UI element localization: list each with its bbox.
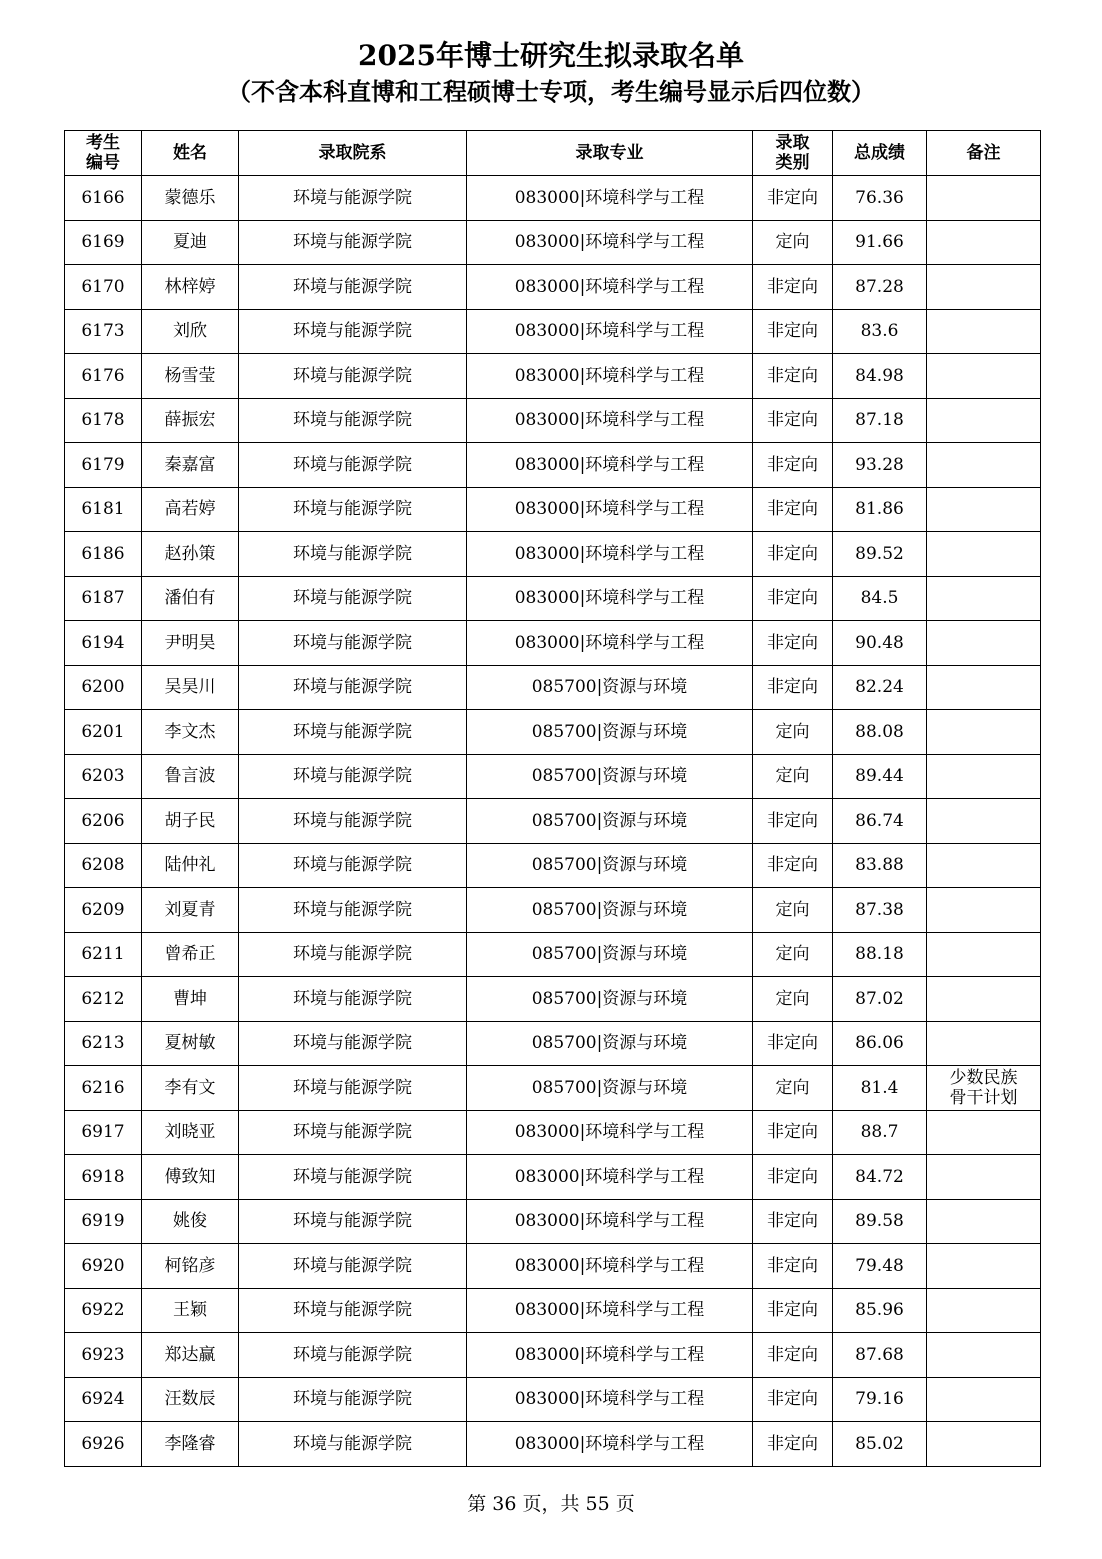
- cell-department: 环境与能源学院: [239, 888, 467, 933]
- cell-exam-id: 6176: [65, 354, 142, 399]
- table-row: [65, 1422, 1041, 1467]
- cell-category: 定向: [753, 754, 833, 799]
- cell-major: 083000|环境科学与工程: [467, 532, 753, 577]
- cell-exam-id: 6169: [65, 220, 142, 265]
- cell-total-score: 85.02: [833, 1422, 927, 1467]
- table-row: [65, 354, 1041, 399]
- cell-remarks: [927, 354, 1041, 399]
- cell-category: 非定向: [753, 532, 833, 577]
- table-row: [65, 1288, 1041, 1333]
- table-row: [65, 1021, 1041, 1066]
- page-title: 2025年博士研究生拟录取名单: [358, 39, 744, 72]
- cell-name: 林梓婷: [142, 265, 239, 310]
- cell-major: 083000|环境科学与工程: [467, 220, 753, 265]
- table-row: [65, 1155, 1041, 1200]
- cell-exam-id: 6178: [65, 398, 142, 443]
- cell-name: 柯铭彦: [142, 1244, 239, 1289]
- cell-name: 尹明昊: [142, 621, 239, 666]
- cell-name: 秦嘉富: [142, 443, 239, 488]
- cell-total-score: 88.08: [833, 710, 927, 755]
- cell-major: 083000|环境科学与工程: [467, 1377, 753, 1422]
- table-row: [65, 1244, 1041, 1289]
- cell-name: 曹坤: [142, 977, 239, 1022]
- cell-category: 非定向: [753, 265, 833, 310]
- cell-remarks: [927, 1288, 1041, 1333]
- cell-name: 李隆睿: [142, 1422, 239, 1467]
- cell-category: 非定向: [753, 1333, 833, 1378]
- cell-exam-id: 6170: [65, 265, 142, 310]
- cell-category: 非定向: [753, 576, 833, 621]
- cell-category: 定向: [753, 932, 833, 977]
- cell-category: 非定向: [753, 398, 833, 443]
- cell-major: 083000|环境科学与工程: [467, 1110, 753, 1155]
- cell-category: 非定向: [753, 665, 833, 710]
- cell-department: 环境与能源学院: [239, 354, 467, 399]
- cell-exam-id: 6213: [65, 1021, 142, 1066]
- cell-exam-id: 6200: [65, 665, 142, 710]
- cell-department: 环境与能源学院: [239, 799, 467, 844]
- cell-total-score: 88.18: [833, 932, 927, 977]
- cell-department: 环境与能源学院: [239, 176, 467, 221]
- cell-exam-id: 6212: [65, 977, 142, 1022]
- cell-major: 085700|资源与环境: [467, 665, 753, 710]
- cell-major: 085700|资源与环境: [467, 1066, 753, 1111]
- cell-total-score: 89.52: [833, 532, 927, 577]
- cell-exam-id: 6203: [65, 754, 142, 799]
- cell-major: 085700|资源与环境: [467, 799, 753, 844]
- cell-exam-id: 6922: [65, 1288, 142, 1333]
- cell-name: 夏迪: [142, 220, 239, 265]
- cell-remarks: [927, 932, 1041, 977]
- cell-remarks: 少数民族 骨干计划: [927, 1066, 1041, 1111]
- table-row: [65, 1199, 1041, 1244]
- cell-category: 定向: [753, 1066, 833, 1111]
- cell-remarks: [927, 1021, 1041, 1066]
- cell-exam-id: 6166: [65, 176, 142, 221]
- cell-category: 非定向: [753, 176, 833, 221]
- cell-major: 083000|环境科学与工程: [467, 354, 753, 399]
- table-row: [65, 1377, 1041, 1422]
- cell-department: 环境与能源学院: [239, 710, 467, 755]
- table-row: [65, 487, 1041, 532]
- cell-major: 083000|环境科学与工程: [467, 1244, 753, 1289]
- cell-remarks: [927, 443, 1041, 488]
- cell-remarks: [927, 265, 1041, 310]
- cell-total-score: 87.18: [833, 398, 927, 443]
- cell-category: 非定向: [753, 1021, 833, 1066]
- header-col-remarks: 备注: [927, 131, 1041, 176]
- table-row: [65, 799, 1041, 844]
- cell-name: 刘夏青: [142, 888, 239, 933]
- cell-major: 085700|资源与环境: [467, 843, 753, 888]
- cell-category: 非定向: [753, 354, 833, 399]
- cell-exam-id: 6173: [65, 309, 142, 354]
- header-col-department: 录取院系: [239, 131, 467, 176]
- cell-major: 083000|环境科学与工程: [467, 487, 753, 532]
- cell-remarks: [927, 176, 1041, 221]
- cell-exam-id: 6920: [65, 1244, 142, 1289]
- cell-exam-id: 6918: [65, 1155, 142, 1200]
- cell-remarks: [927, 309, 1041, 354]
- cell-category: 定向: [753, 220, 833, 265]
- cell-exam-id: 6919: [65, 1199, 142, 1244]
- cell-department: 环境与能源学院: [239, 843, 467, 888]
- cell-remarks: [927, 843, 1041, 888]
- cell-remarks: [927, 665, 1041, 710]
- cell-major: 083000|环境科学与工程: [467, 265, 753, 310]
- cell-exam-id: 6201: [65, 710, 142, 755]
- cell-department: 环境与能源学院: [239, 398, 467, 443]
- cell-name: 郑达赢: [142, 1333, 239, 1378]
- table-row: [65, 932, 1041, 977]
- cell-remarks: [927, 576, 1041, 621]
- cell-department: 环境与能源学院: [239, 665, 467, 710]
- page-subtitle: （不含本科直博和工程硕博士专项，考生编号显示后四位数）: [227, 77, 875, 106]
- cell-department: 环境与能源学院: [239, 532, 467, 577]
- cell-department: 环境与能源学院: [239, 1110, 467, 1155]
- cell-category: 非定向: [753, 1199, 833, 1244]
- cell-name: 姚俊: [142, 1199, 239, 1244]
- table-body: [65, 176, 1041, 1467]
- cell-remarks: [927, 1377, 1041, 1422]
- table-row: [65, 888, 1041, 933]
- cell-total-score: 83.88: [833, 843, 927, 888]
- cell-category: 非定向: [753, 1244, 833, 1289]
- header-col-major: 录取专业: [467, 131, 753, 176]
- cell-exam-id: 6926: [65, 1422, 142, 1467]
- cell-category: 非定向: [753, 1288, 833, 1333]
- cell-major: 083000|环境科学与工程: [467, 176, 753, 221]
- cell-name: 曾希正: [142, 932, 239, 977]
- cell-total-score: 86.06: [833, 1021, 927, 1066]
- cell-name: 刘晓亚: [142, 1110, 239, 1155]
- cell-name: 夏树敏: [142, 1021, 239, 1066]
- cell-department: 环境与能源学院: [239, 1155, 467, 1200]
- table-row: [65, 843, 1041, 888]
- cell-major: 083000|环境科学与工程: [467, 576, 753, 621]
- cell-remarks: [927, 977, 1041, 1022]
- cell-total-score: 84.98: [833, 354, 927, 399]
- table-row: [65, 532, 1041, 577]
- cell-total-score: 87.38: [833, 888, 927, 933]
- cell-remarks: [927, 754, 1041, 799]
- table-row: [65, 1110, 1041, 1155]
- cell-name: 潘伯有: [142, 576, 239, 621]
- table-row: [65, 1333, 1041, 1378]
- cell-name: 李有文: [142, 1066, 239, 1111]
- cell-department: 环境与能源学院: [239, 487, 467, 532]
- cell-category: 非定向: [753, 621, 833, 666]
- cell-total-score: 79.48: [833, 1244, 927, 1289]
- header-col-total-score: 总成绩: [833, 131, 927, 176]
- cell-category: 非定向: [753, 487, 833, 532]
- cell-department: 环境与能源学院: [239, 1333, 467, 1378]
- cell-name: 薛振宏: [142, 398, 239, 443]
- cell-major: 085700|资源与环境: [467, 754, 753, 799]
- cell-exam-id: 6194: [65, 621, 142, 666]
- cell-exam-id: 6923: [65, 1333, 142, 1378]
- cell-exam-id: 6187: [65, 576, 142, 621]
- cell-total-score: 76.36: [833, 176, 927, 221]
- table-row: [65, 977, 1041, 1022]
- cell-total-score: 86.74: [833, 799, 927, 844]
- cell-remarks: [927, 1199, 1041, 1244]
- table-row: [65, 443, 1041, 488]
- cell-name: 汪数辰: [142, 1377, 239, 1422]
- cell-category: 非定向: [753, 1110, 833, 1155]
- cell-name: 傅致知: [142, 1155, 239, 1200]
- cell-major: 085700|资源与环境: [467, 1021, 753, 1066]
- cell-name: 蒙德乐: [142, 176, 239, 221]
- cell-total-score: 81.86: [833, 487, 927, 532]
- cell-major: 083000|环境科学与工程: [467, 443, 753, 488]
- cell-remarks: [927, 799, 1041, 844]
- cell-department: 环境与能源学院: [239, 1244, 467, 1289]
- cell-name: 王颖: [142, 1288, 239, 1333]
- cell-department: 环境与能源学院: [239, 265, 467, 310]
- table-row: [65, 176, 1041, 221]
- cell-major: 083000|环境科学与工程: [467, 621, 753, 666]
- cell-name: 胡子民: [142, 799, 239, 844]
- cell-exam-id: 6179: [65, 443, 142, 488]
- cell-remarks: [927, 621, 1041, 666]
- cell-remarks: [927, 487, 1041, 532]
- cell-remarks: [927, 398, 1041, 443]
- cell-total-score: 87.02: [833, 977, 927, 1022]
- cell-category: 非定向: [753, 843, 833, 888]
- cell-exam-id: 6206: [65, 799, 142, 844]
- cell-name: 陆仲礼: [142, 843, 239, 888]
- cell-major: 083000|环境科学与工程: [467, 1199, 753, 1244]
- page-footer: 第 36 页，共 55 页: [467, 1493, 635, 1515]
- cell-department: 环境与能源学院: [239, 1021, 467, 1066]
- cell-total-score: 84.72: [833, 1155, 927, 1200]
- cell-total-score: 89.58: [833, 1199, 927, 1244]
- table-row: [65, 220, 1041, 265]
- cell-category: 非定向: [753, 1422, 833, 1467]
- cell-department: 环境与能源学院: [239, 443, 467, 488]
- cell-total-score: 85.96: [833, 1288, 927, 1333]
- header-col-category: 录取 类别: [753, 131, 833, 176]
- table-row: [65, 710, 1041, 755]
- table-row: [65, 621, 1041, 666]
- cell-major: 085700|资源与环境: [467, 710, 753, 755]
- cell-name: 鲁言波: [142, 754, 239, 799]
- cell-exam-id: 6208: [65, 843, 142, 888]
- cell-department: 环境与能源学院: [239, 309, 467, 354]
- cell-department: 环境与能源学院: [239, 1066, 467, 1111]
- cell-total-score: 81.4: [833, 1066, 927, 1111]
- cell-name: 赵孙策: [142, 532, 239, 577]
- cell-name: 杨雪莹: [142, 354, 239, 399]
- cell-exam-id: 6209: [65, 888, 142, 933]
- cell-total-score: 88.7: [833, 1110, 927, 1155]
- cell-department: 环境与能源学院: [239, 754, 467, 799]
- cell-major: 085700|资源与环境: [467, 932, 753, 977]
- cell-remarks: [927, 220, 1041, 265]
- cell-total-score: 83.6: [833, 309, 927, 354]
- table-row: [65, 665, 1041, 710]
- admission-table: [64, 130, 1041, 1467]
- cell-total-score: 91.66: [833, 220, 927, 265]
- cell-department: 环境与能源学院: [239, 1422, 467, 1467]
- cell-category: 定向: [753, 710, 833, 755]
- header-col-exam-id: 考生 编号: [65, 131, 142, 176]
- cell-major: 085700|资源与环境: [467, 977, 753, 1022]
- table-row: [65, 398, 1041, 443]
- cell-name: 李文杰: [142, 710, 239, 755]
- cell-category: 非定向: [753, 1377, 833, 1422]
- cell-major: 083000|环境科学与工程: [467, 1422, 753, 1467]
- cell-total-score: 87.28: [833, 265, 927, 310]
- cell-department: 环境与能源学院: [239, 576, 467, 621]
- cell-exam-id: 6917: [65, 1110, 142, 1155]
- cell-name: 刘欣: [142, 309, 239, 354]
- cell-category: 定向: [753, 888, 833, 933]
- cell-major: 083000|环境科学与工程: [467, 398, 753, 443]
- cell-department: 环境与能源学院: [239, 1377, 467, 1422]
- table-row: [65, 309, 1041, 354]
- cell-remarks: [927, 710, 1041, 755]
- cell-remarks: [927, 1155, 1041, 1200]
- cell-total-score: 87.68: [833, 1333, 927, 1378]
- cell-exam-id: 6181: [65, 487, 142, 532]
- cell-category: 非定向: [753, 799, 833, 844]
- cell-remarks: [927, 1244, 1041, 1289]
- cell-department: 环境与能源学院: [239, 932, 467, 977]
- cell-remarks: [927, 888, 1041, 933]
- cell-exam-id: 6216: [65, 1066, 142, 1111]
- header-col-name: 姓名: [142, 131, 239, 176]
- cell-category: 非定向: [753, 443, 833, 488]
- table-row: [65, 576, 1041, 621]
- cell-category: 定向: [753, 977, 833, 1022]
- cell-name: 吴昊川: [142, 665, 239, 710]
- table-row: [65, 754, 1041, 799]
- cell-major: 083000|环境科学与工程: [467, 1155, 753, 1200]
- cell-major: 085700|资源与环境: [467, 888, 753, 933]
- cell-remarks: [927, 1422, 1041, 1467]
- cell-total-score: 90.48: [833, 621, 927, 666]
- cell-category: 非定向: [753, 309, 833, 354]
- table-row: [65, 1066, 1041, 1111]
- cell-department: 环境与能源学院: [239, 977, 467, 1022]
- cell-exam-id: 6186: [65, 532, 142, 577]
- cell-exam-id: 6924: [65, 1377, 142, 1422]
- table-header-row: [65, 131, 1041, 176]
- cell-department: 环境与能源学院: [239, 1288, 467, 1333]
- cell-major: 083000|环境科学与工程: [467, 1288, 753, 1333]
- cell-remarks: [927, 1110, 1041, 1155]
- cell-exam-id: 6211: [65, 932, 142, 977]
- cell-remarks: [927, 532, 1041, 577]
- cell-total-score: 84.5: [833, 576, 927, 621]
- cell-category: 非定向: [753, 1155, 833, 1200]
- cell-remarks: [927, 1333, 1041, 1378]
- cell-total-score: 82.24: [833, 665, 927, 710]
- table-row: [65, 265, 1041, 310]
- cell-department: 环境与能源学院: [239, 1199, 467, 1244]
- cell-major: 083000|环境科学与工程: [467, 309, 753, 354]
- cell-name: 高若婷: [142, 487, 239, 532]
- cell-total-score: 89.44: [833, 754, 927, 799]
- cell-total-score: 93.28: [833, 443, 927, 488]
- cell-total-score: 79.16: [833, 1377, 927, 1422]
- cell-department: 环境与能源学院: [239, 621, 467, 666]
- cell-department: 环境与能源学院: [239, 220, 467, 265]
- cell-major: 083000|环境科学与工程: [467, 1333, 753, 1378]
